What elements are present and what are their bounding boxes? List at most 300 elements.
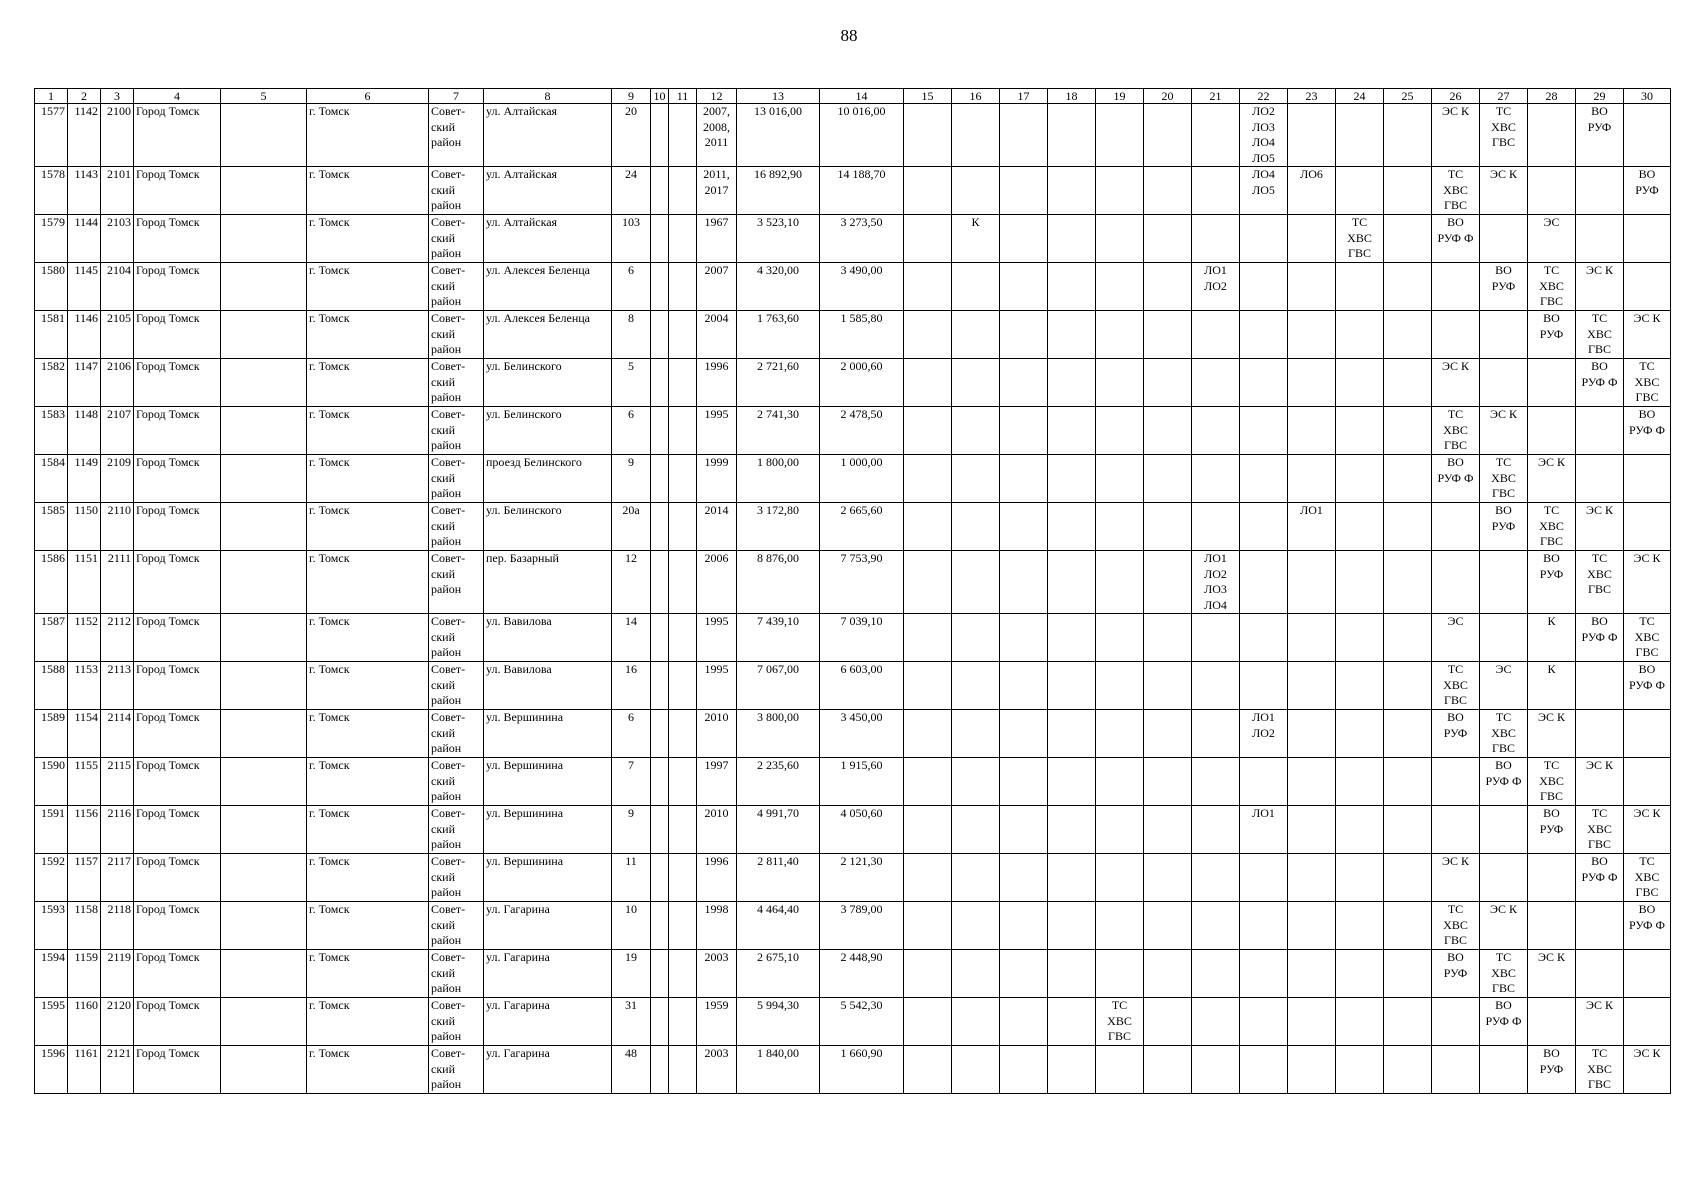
plan-2016-cell: [952, 662, 1000, 710]
plan-2021-cell: [1192, 854, 1240, 902]
plan-2018-cell: [1048, 854, 1096, 902]
object-code-cell: 2111: [101, 551, 134, 614]
column-10-cell: [651, 215, 669, 263]
plan-2019-cell: [1096, 758, 1144, 806]
street-cell: ул. Вавилова: [484, 614, 612, 662]
house-number-cell: 12: [612, 551, 651, 614]
plan-2018-cell: [1048, 998, 1096, 1046]
plan-2030-cell: ВО РУФ Ф: [1624, 902, 1671, 950]
plan-2024-cell: [1336, 263, 1384, 311]
plan-2015-cell: [904, 104, 952, 167]
plan-2026-cell: ВО РУФ Ф: [1432, 455, 1480, 503]
plan-2029-cell: ВО РУФ: [1576, 104, 1624, 167]
plan-2016-cell: [952, 455, 1000, 503]
total-area-cell: 8 876,00: [737, 551, 820, 614]
total-area-cell: 4 464,40: [737, 902, 820, 950]
plan-2025-cell: [1384, 104, 1432, 167]
column-11-cell: [669, 359, 697, 407]
column-5-cell: [221, 710, 307, 758]
settlement-cell: г. Томск: [307, 614, 429, 662]
plan-2027-cell: [1480, 854, 1528, 902]
object-code-cell: 2103: [101, 215, 134, 263]
district-cell: Совет- ский район: [429, 710, 484, 758]
plan-2027-cell: ТС ХВС ГВС: [1480, 104, 1528, 167]
object-code-cell: 2121: [101, 1046, 134, 1094]
plan-2025-cell: [1384, 551, 1432, 614]
district-cell: Совет- ский район: [429, 998, 484, 1046]
table-row: [35, 551, 1671, 614]
record-number-cell: 1596: [35, 1046, 68, 1094]
street-cell: ул. Белинского: [484, 503, 612, 551]
plan-2029-cell: ТС ХВС ГВС: [1576, 806, 1624, 854]
commissioning-year-cell: 1996: [697, 854, 737, 902]
record-number-cell: 1577: [35, 104, 68, 167]
plan-2015-cell: [904, 662, 952, 710]
total-area-cell: 5 994,30: [737, 998, 820, 1046]
plan-2025-cell: [1384, 503, 1432, 551]
living-area-cell: 3 789,00: [820, 902, 904, 950]
object-code-cell: 2118: [101, 902, 134, 950]
living-area-cell: 2 121,30: [820, 854, 904, 902]
column-11-cell: [669, 263, 697, 311]
municipality-cell: Город Томск: [134, 1046, 221, 1094]
district-cell: Совет- ский район: [429, 311, 484, 359]
plan-2015-cell: [904, 902, 952, 950]
object-number-cell: 1143: [68, 167, 101, 215]
plan-2028-cell: ВО РУФ: [1528, 311, 1576, 359]
plan-2030-cell: ЭС К: [1624, 551, 1671, 614]
column-11-cell: [669, 758, 697, 806]
plan-2028-cell: ЭС К: [1528, 710, 1576, 758]
plan-2029-cell: ВО РУФ Ф: [1576, 614, 1624, 662]
plan-2027-cell: ЭС К: [1480, 407, 1528, 455]
plan-2030-cell: [1624, 503, 1671, 551]
plan-2028-cell: К: [1528, 614, 1576, 662]
living-area-cell: 2 000,60: [820, 359, 904, 407]
column-10-cell: [651, 1046, 669, 1094]
plan-2023-cell: [1288, 455, 1336, 503]
column-number: 20: [1144, 89, 1192, 104]
record-number-cell: 1578: [35, 167, 68, 215]
street-cell: ул. Гагарина: [484, 902, 612, 950]
plan-2015-cell: [904, 854, 952, 902]
plan-2021-cell: ЛО1 ЛО2: [1192, 263, 1240, 311]
plan-2015-cell: [904, 359, 952, 407]
object-number-cell: 1154: [68, 710, 101, 758]
plan-2027-cell: [1480, 614, 1528, 662]
table-row: [35, 758, 1671, 806]
column-number: 23: [1288, 89, 1336, 104]
table-row: [35, 662, 1671, 710]
plan-2027-cell: ТС ХВС ГВС: [1480, 950, 1528, 998]
municipality-cell: Город Томск: [134, 758, 221, 806]
plan-2015-cell: [904, 1046, 952, 1094]
municipality-cell: Город Томск: [134, 998, 221, 1046]
column-11-cell: [669, 998, 697, 1046]
column-5-cell: [221, 503, 307, 551]
plan-2024-cell: [1336, 662, 1384, 710]
settlement-cell: г. Томск: [307, 311, 429, 359]
column-number: 29: [1576, 89, 1624, 104]
object-number-cell: 1153: [68, 662, 101, 710]
plan-2021-cell: [1192, 950, 1240, 998]
plan-2017-cell: [1000, 455, 1048, 503]
plan-2027-cell: [1480, 806, 1528, 854]
plan-2029-cell: [1576, 215, 1624, 263]
plan-2028-cell: [1528, 902, 1576, 950]
plan-2022-cell: ЛО2 ЛО3 ЛО4 ЛО5: [1240, 104, 1288, 167]
plan-2023-cell: [1288, 1046, 1336, 1094]
plan-2030-cell: [1624, 998, 1671, 1046]
plan-2028-cell: К: [1528, 662, 1576, 710]
total-area-cell: 2 721,60: [737, 359, 820, 407]
plan-2027-cell: ВО РУФ Ф: [1480, 998, 1528, 1046]
settlement-cell: г. Томск: [307, 998, 429, 1046]
object-number-cell: 1152: [68, 614, 101, 662]
table-row: [35, 215, 1671, 263]
house-number-cell: 6: [612, 710, 651, 758]
plan-2016-cell: [952, 503, 1000, 551]
municipality-cell: Город Томск: [134, 167, 221, 215]
plan-2018-cell: [1048, 614, 1096, 662]
living-area-cell: 6 603,00: [820, 662, 904, 710]
total-area-cell: 7 067,00: [737, 662, 820, 710]
settlement-cell: г. Томск: [307, 551, 429, 614]
plan-2016-cell: [952, 902, 1000, 950]
plan-2027-cell: [1480, 215, 1528, 263]
district-cell: Совет- ский район: [429, 551, 484, 614]
plan-2020-cell: [1144, 407, 1192, 455]
column-number: 21: [1192, 89, 1240, 104]
housing-register-table: [34, 88, 1671, 1094]
object-number-cell: 1160: [68, 998, 101, 1046]
plan-2030-cell: [1624, 263, 1671, 311]
settlement-cell: г. Томск: [307, 167, 429, 215]
plan-2018-cell: [1048, 215, 1096, 263]
plan-2026-cell: [1432, 263, 1480, 311]
column-number: 11: [669, 89, 697, 104]
municipality-cell: Город Томск: [134, 614, 221, 662]
plan-2029-cell: [1576, 950, 1624, 998]
plan-2024-cell: [1336, 854, 1384, 902]
municipality-cell: Город Томск: [134, 902, 221, 950]
plan-2024-cell: [1336, 359, 1384, 407]
plan-2026-cell: [1432, 758, 1480, 806]
living-area-cell: 7 753,90: [820, 551, 904, 614]
plan-2017-cell: [1000, 950, 1048, 998]
column-number: 15: [904, 89, 952, 104]
plan-2027-cell: ВО РУФ Ф: [1480, 758, 1528, 806]
plan-2019-cell: [1096, 311, 1144, 359]
object-number-cell: 1147: [68, 359, 101, 407]
record-number-cell: 1580: [35, 263, 68, 311]
plan-2017-cell: [1000, 104, 1048, 167]
object-code-cell: 2116: [101, 806, 134, 854]
plan-2021-cell: [1192, 758, 1240, 806]
plan-2023-cell: [1288, 998, 1336, 1046]
plan-2028-cell: ВО РУФ: [1528, 551, 1576, 614]
total-area-cell: 16 892,90: [737, 167, 820, 215]
column-11-cell: [669, 551, 697, 614]
record-number-cell: 1582: [35, 359, 68, 407]
plan-2027-cell: [1480, 359, 1528, 407]
plan-2015-cell: [904, 758, 952, 806]
column-number: 18: [1048, 89, 1096, 104]
column-5-cell: [221, 662, 307, 710]
column-number: 13: [737, 89, 820, 104]
commissioning-year-cell: 1996: [697, 359, 737, 407]
plan-2018-cell: [1048, 758, 1096, 806]
column-11-cell: [669, 614, 697, 662]
column-5-cell: [221, 950, 307, 998]
object-code-cell: 2114: [101, 710, 134, 758]
plan-2019-cell: [1096, 503, 1144, 551]
plan-2020-cell: [1144, 551, 1192, 614]
plan-2029-cell: ЭС К: [1576, 758, 1624, 806]
plan-2020-cell: [1144, 167, 1192, 215]
column-10-cell: [651, 758, 669, 806]
total-area-cell: 3 172,80: [737, 503, 820, 551]
district-cell: Совет- ский район: [429, 215, 484, 263]
plan-2017-cell: [1000, 359, 1048, 407]
district-cell: Совет- ский район: [429, 662, 484, 710]
column-10-cell: [651, 407, 669, 455]
object-code-cell: 2115: [101, 758, 134, 806]
plan-2029-cell: [1576, 455, 1624, 503]
street-cell: ул. Вавилова: [484, 662, 612, 710]
object-code-cell: 2105: [101, 311, 134, 359]
object-code-cell: 2110: [101, 503, 134, 551]
commissioning-year-cell: 2010: [697, 710, 737, 758]
street-cell: ул. Гагарина: [484, 998, 612, 1046]
record-number-cell: 1590: [35, 758, 68, 806]
plan-2020-cell: [1144, 710, 1192, 758]
settlement-cell: г. Томск: [307, 104, 429, 167]
plan-2016-cell: [952, 551, 1000, 614]
column-number: 25: [1384, 89, 1432, 104]
plan-2017-cell: [1000, 1046, 1048, 1094]
record-number-cell: 1581: [35, 311, 68, 359]
plan-2023-cell: [1288, 215, 1336, 263]
plan-2029-cell: ТС ХВС ГВС: [1576, 551, 1624, 614]
plan-2022-cell: [1240, 950, 1288, 998]
total-area-cell: 7 439,10: [737, 614, 820, 662]
living-area-cell: 1 000,00: [820, 455, 904, 503]
column-5-cell: [221, 551, 307, 614]
record-number-cell: 1584: [35, 455, 68, 503]
plan-2022-cell: [1240, 758, 1288, 806]
plan-2019-cell: [1096, 167, 1144, 215]
plan-2025-cell: [1384, 455, 1432, 503]
column-number: 12: [697, 89, 737, 104]
page-number: 88: [840, 26, 858, 45]
living-area-cell: 2 478,50: [820, 407, 904, 455]
plan-2018-cell: [1048, 263, 1096, 311]
column-5-cell: [221, 998, 307, 1046]
commissioning-year-cell: 2007, 2008, 2011: [697, 104, 737, 167]
plan-2018-cell: [1048, 662, 1096, 710]
plan-2022-cell: [1240, 902, 1288, 950]
plan-2024-cell: [1336, 998, 1384, 1046]
settlement-cell: г. Томск: [307, 662, 429, 710]
column-11-cell: [669, 167, 697, 215]
column-5-cell: [221, 758, 307, 806]
plan-2016-cell: [952, 104, 1000, 167]
table-row: [35, 455, 1671, 503]
plan-2023-cell: [1288, 758, 1336, 806]
municipality-cell: Город Томск: [134, 503, 221, 551]
plan-2017-cell: [1000, 503, 1048, 551]
plan-2018-cell: [1048, 806, 1096, 854]
plan-2028-cell: ВО РУФ: [1528, 806, 1576, 854]
plan-2023-cell: [1288, 902, 1336, 950]
municipality-cell: Город Томск: [134, 311, 221, 359]
plan-2016-cell: [952, 710, 1000, 758]
record-number-cell: 1592: [35, 854, 68, 902]
object-number-cell: 1155: [68, 758, 101, 806]
table-row: [35, 263, 1671, 311]
column-5-cell: [221, 215, 307, 263]
record-number-cell: 1595: [35, 998, 68, 1046]
commissioning-year-cell: 1967: [697, 215, 737, 263]
plan-2023-cell: [1288, 104, 1336, 167]
plan-2021-cell: [1192, 455, 1240, 503]
plan-2022-cell: [1240, 359, 1288, 407]
plan-2016-cell: [952, 263, 1000, 311]
object-code-cell: 2106: [101, 359, 134, 407]
plan-2020-cell: [1144, 662, 1192, 710]
plan-2017-cell: [1000, 662, 1048, 710]
commissioning-year-cell: 2004: [697, 311, 737, 359]
commissioning-year-cell: 1998: [697, 902, 737, 950]
column-5-cell: [221, 1046, 307, 1094]
plan-2019-cell: [1096, 806, 1144, 854]
plan-2016-cell: [952, 1046, 1000, 1094]
district-cell: Совет- ский район: [429, 758, 484, 806]
column-5-cell: [221, 263, 307, 311]
plan-2019-cell: [1096, 551, 1144, 614]
plan-2017-cell: [1000, 614, 1048, 662]
total-area-cell: 1 763,60: [737, 311, 820, 359]
plan-2023-cell: [1288, 710, 1336, 758]
house-number-cell: 20а: [612, 503, 651, 551]
plan-2026-cell: ЭС К: [1432, 854, 1480, 902]
plan-2019-cell: [1096, 215, 1144, 263]
plan-2028-cell: ЭС К: [1528, 950, 1576, 998]
plan-2017-cell: [1000, 998, 1048, 1046]
house-number-cell: 48: [612, 1046, 651, 1094]
municipality-cell: Город Томск: [134, 263, 221, 311]
plan-2018-cell: [1048, 311, 1096, 359]
street-cell: ул. Белинского: [484, 359, 612, 407]
municipality-cell: Город Томск: [134, 359, 221, 407]
total-area-cell: 2 741,30: [737, 407, 820, 455]
record-number-cell: 1585: [35, 503, 68, 551]
plan-2023-cell: [1288, 950, 1336, 998]
street-cell: ул. Вершинина: [484, 854, 612, 902]
plan-2022-cell: [1240, 215, 1288, 263]
plan-2019-cell: [1096, 455, 1144, 503]
column-number: 9: [612, 89, 651, 104]
plan-2016-cell: [952, 359, 1000, 407]
column-10-cell: [651, 950, 669, 998]
column-11-cell: [669, 455, 697, 503]
plan-2020-cell: [1144, 455, 1192, 503]
plan-2022-cell: ЛО1 ЛО2: [1240, 710, 1288, 758]
house-number-cell: 31: [612, 998, 651, 1046]
table-row: [35, 359, 1671, 407]
plan-2030-cell: [1624, 455, 1671, 503]
plan-2028-cell: ЭС К: [1528, 455, 1576, 503]
plan-2025-cell: [1384, 950, 1432, 998]
column-11-cell: [669, 710, 697, 758]
plan-2029-cell: [1576, 662, 1624, 710]
plan-2016-cell: [952, 806, 1000, 854]
plan-2027-cell: ЭС: [1480, 662, 1528, 710]
plan-2026-cell: ЭС К: [1432, 359, 1480, 407]
settlement-cell: г. Томск: [307, 359, 429, 407]
plan-2022-cell: [1240, 614, 1288, 662]
plan-2027-cell: ВО РУФ: [1480, 503, 1528, 551]
column-10-cell: [651, 662, 669, 710]
plan-2026-cell: [1432, 311, 1480, 359]
commissioning-year-cell: 2011, 2017: [697, 167, 737, 215]
settlement-cell: г. Томск: [307, 758, 429, 806]
plan-2029-cell: ЭС К: [1576, 503, 1624, 551]
street-cell: ул. Гагарина: [484, 1046, 612, 1094]
district-cell: Совет- ский район: [429, 407, 484, 455]
plan-2019-cell: [1096, 854, 1144, 902]
plan-2020-cell: [1144, 1046, 1192, 1094]
house-number-cell: 8: [612, 311, 651, 359]
column-10-cell: [651, 710, 669, 758]
plan-2030-cell: ВО РУФ: [1624, 167, 1671, 215]
house-number-cell: 24: [612, 167, 651, 215]
plan-2016-cell: [952, 998, 1000, 1046]
column-11-cell: [669, 215, 697, 263]
column-11-cell: [669, 854, 697, 902]
plan-2021-cell: [1192, 614, 1240, 662]
settlement-cell: г. Томск: [307, 710, 429, 758]
plan-2029-cell: ЭС К: [1576, 263, 1624, 311]
commissioning-year-cell: 1959: [697, 998, 737, 1046]
municipality-cell: Город Томск: [134, 950, 221, 998]
plan-2016-cell: [952, 614, 1000, 662]
column-11-cell: [669, 311, 697, 359]
living-area-cell: 3 490,00: [820, 263, 904, 311]
living-area-cell: 1 585,80: [820, 311, 904, 359]
plan-2027-cell: [1480, 1046, 1528, 1094]
plan-2015-cell: [904, 710, 952, 758]
municipality-cell: Город Томск: [134, 854, 221, 902]
plan-2026-cell: [1432, 551, 1480, 614]
street-cell: ул. Вершинина: [484, 758, 612, 806]
plan-2018-cell: [1048, 503, 1096, 551]
column-10-cell: [651, 167, 669, 215]
settlement-cell: г. Томск: [307, 902, 429, 950]
plan-2029-cell: [1576, 407, 1624, 455]
plan-2019-cell: [1096, 1046, 1144, 1094]
municipality-cell: Город Томск: [134, 104, 221, 167]
municipality-cell: Город Томск: [134, 710, 221, 758]
plan-2024-cell: [1336, 950, 1384, 998]
object-number-cell: 1157: [68, 854, 101, 902]
column-number: 14: [820, 89, 904, 104]
plan-2027-cell: ТС ХВС ГВС: [1480, 455, 1528, 503]
table-row: [35, 503, 1671, 551]
house-number-cell: 11: [612, 854, 651, 902]
plan-2021-cell: [1192, 1046, 1240, 1094]
